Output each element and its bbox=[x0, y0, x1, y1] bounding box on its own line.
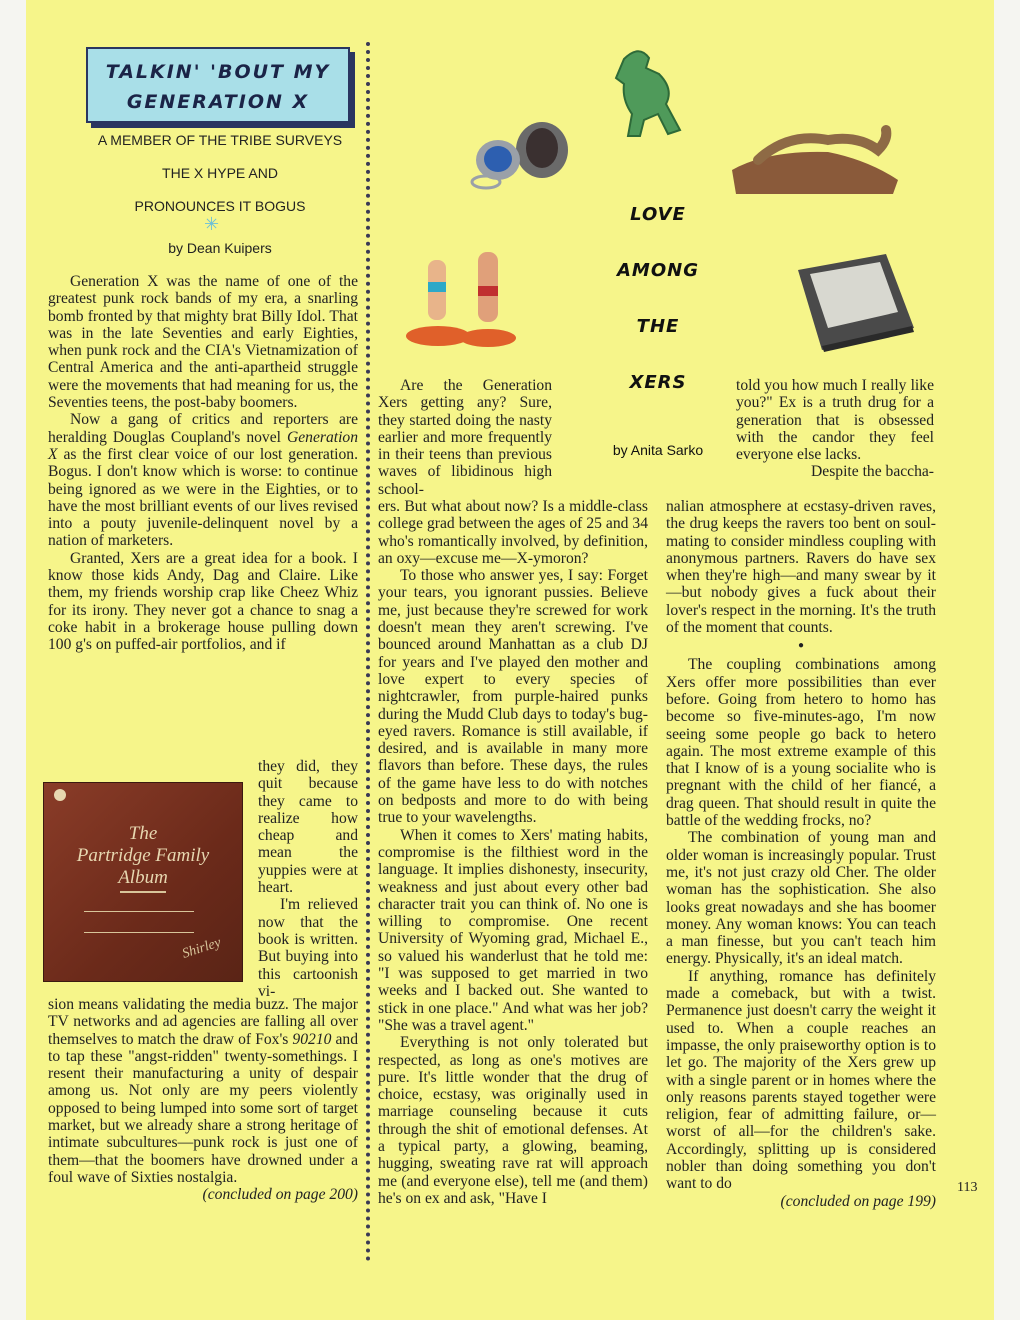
star-ornament-icon: ✳ bbox=[204, 214, 220, 234]
album-signature: Shirley bbox=[180, 935, 224, 962]
middle-paragraph-1b: ers. But what about now? Is a middle-class college grad between the ages of 25 and 34 who's romantically involved, by definition, an oxy—excuse me—X-ymoron? bbox=[378, 498, 648, 567]
right-paragraph-5: If anything, romance has definitely made a comeback, but with a twist. Permanence just doesn't carry the weight it used to. When a couple reaches an impasse, the only praiseworthy option is to let go. The majority of the Xers grew up with a single parent or in homes where the only reasons parents stayed together were religion, fear of admitting failure, or—worst of all—for the children's sake. Accordingly, splitting up is considered nobler than doing something you don't want to do bbox=[666, 967, 936, 1193]
record-label-icon bbox=[54, 789, 66, 801]
byline-left: by Dean Kuipers bbox=[168, 240, 272, 256]
byline-right: by Anita Sarko bbox=[612, 442, 704, 458]
right-title-word-3: THE bbox=[636, 316, 680, 337]
album-title: The Partridge Family Album bbox=[76, 823, 210, 888]
left-paragraph-4b: sion means validating the media buzz. The major TV networks and ad agencies are falling all over themselves to match the draw of Fox's 90210 and to tap these "angst-ridden" twenty-somethings. I resent their manufacturing a unity of despair among us. Not only are my peers violently opposed to being lumped into some sort of target market, but we already share a strong heritage of intimate subcultures—punk rock is just one of them—that the boomers have drowned under a foul wave of Sixties nostalgia. bbox=[48, 996, 358, 1186]
mood-rings-icon bbox=[462, 112, 582, 197]
middle-column-body bbox=[378, 498, 648, 1207]
toy-dinosaur-icon bbox=[594, 44, 694, 144]
right-paragraph-1a: told you how much I really like you?" Ex is a truth drug for a generation that is obsessed with the candor they feel everyone else lacks. bbox=[736, 377, 934, 464]
lizard-on-rock-icon bbox=[728, 110, 908, 195]
right-column-top bbox=[736, 377, 934, 481]
surfer-figurines-icon bbox=[400, 232, 520, 352]
deck-line-1: A MEMBER OF THE TRIBE SURVEYS bbox=[97, 132, 343, 148]
article-title-box bbox=[86, 47, 350, 123]
middle-column-top bbox=[378, 377, 552, 498]
section-bullet-icon: ● bbox=[797, 640, 805, 652]
left-paragraph-4a: I'm relieved now that the book is written. But buying into this cartoonish vi- bbox=[258, 896, 358, 1000]
middle-paragraph-2: To those who answer yes, I say: Forget your tears, you ignorant pussies. Believe me, just because they're screwed for work doesn't mean they aren't screwing. I've bounced around Manhattan as a club DJ for years and I've played den mother and love expert to every species of nightcrawler, from purple-haired punks during the Mudd Club days to today's bug-eyed ravers. Romance is still available, if desired, and is available in many more flavors than before. These days, the rules of the game have less to do with notches on bedposts and more to do with being true to your wavelengths. bbox=[378, 567, 648, 827]
middle-paragraph-3: When it comes to Xers' mating habits, compromise is the filthiest word in the language. It implies dishonesty, insecurity, weakness and just about every other bad character trait you can think of. No one is willing to compromise. One recent University of Wyoming grad, Michael E., so valued his wanderlust that he told me: "I was supposed to get married in two weeks and I backed out. She wanted to stick in one place." And what was her job? "She was a travel agent." bbox=[378, 826, 648, 1034]
partridge-family-album-image bbox=[43, 782, 243, 982]
left-paragraph-2: Now a gang of critics and reporters are heralding Douglas Coupland's novel Generation X as the first clear voice of our lost generation. Bogus. I don't know which is worse: to continue being ignored as we were in the Eighties, or to have the most brilliant events of our lives revised into a pouty juvenile-delinquent novel by a nation of marketers. bbox=[48, 411, 358, 550]
middle-paragraph-4: Everything is not only tolerated but respected, as long as one's motives are pure. It's little wonder that the drug of choice, ecstasy, was originally used in marriage counseling because it cuts through the shit of emotional defenses. At a typical party, a glowing, beaming, hugging, sweating rave rat will approach me (and everyone else), tell me (and them) he's on ex and ask, "Have I bbox=[378, 1034, 648, 1207]
right-paragraph-2a: Despite the baccha- bbox=[811, 463, 934, 481]
left-column-wrap bbox=[258, 758, 358, 1000]
left-continued-note: (concluded on page 200) bbox=[202, 1186, 358, 1204]
deck-line-3: PRONOUNCES IT BOGUS bbox=[134, 198, 306, 214]
middle-paragraph-1a: Are the Generation Xers getting any? Sure, they started doing the nasty earlier and more frequently in their teens than previous waves of libidinous high school- bbox=[378, 377, 552, 498]
right-paragraph-2b: nalian atmosphere at ecstasy-driven raves, the drug keeps the ravers too bent on soul-mating to consider mindless coupling with anonymous partners. Ravers do have sex when they're high—and many swear by it—but nobody gives a fuck about their lover's respect in the morning. It's the truth of the moment that counts. bbox=[666, 498, 936, 637]
right-title-word-2: AMONG bbox=[617, 260, 699, 281]
title-line-2: GENERATION X bbox=[126, 91, 310, 113]
right-title-word-1: LOVE bbox=[630, 204, 686, 225]
left-column-bottom bbox=[48, 996, 358, 1204]
right-continued-note: (concluded on page 199) bbox=[780, 1192, 936, 1210]
left-paragraph-3b: they did, they quit because they came to realize how cheap and mean the yuppies were at heart. bbox=[258, 758, 358, 897]
8-track-cartridge-icon bbox=[786, 250, 918, 355]
left-column-top bbox=[48, 273, 358, 654]
right-title-word-4: XERS bbox=[629, 372, 687, 393]
right-paragraph-4: The combination of young man and older woman is increasingly popular. Trust me, it's not just crazy old Cher. The older woman has the sophistication. She also looks great nowadays and she has boomer money. Any woman knows: You can teach a man finesse, but you can't teach him energy. Physically, it's an ideal match. bbox=[666, 829, 936, 968]
left-paragraph-3a: Granted, Xers are a great idea for a book. I know those kids Andy, Dag and Claire. Like them, my friends worship crap like Cheez Whiz for its irony. They never got a chance to snag a coke habit in a brokerage house pulling down 100 g's on puffed-air portfolios, and if bbox=[48, 549, 358, 654]
title-line-1: TALKIN' 'BOUT MY bbox=[105, 61, 331, 83]
left-paragraph-1: Generation X was the name of one of the greatest punk rock bands of my era, a snarling bomb fronted by that mighty brat Billy Idol. That was in the late Seventies and early Eighties, when punk rock and the CIA's Vietnamization of Central America and the anti-apartheid struggle were the movements that had meaning for us, the Seventies teens, the post-baby boomers. bbox=[48, 273, 358, 412]
music-staff-icon bbox=[84, 911, 194, 933]
column-divider bbox=[366, 42, 370, 1262]
deck-line-2: THE X HYPE AND bbox=[162, 165, 278, 181]
right-column-body bbox=[666, 498, 936, 1210]
page-number: 113 bbox=[957, 1180, 978, 1195]
right-paragraph-3: The coupling combinations among Xers offer more possibilities than ever before. Going from hetero to homo has become so five-minutes-ago, I'm now seeing some people go back to hetero again. The most extreme example of this that I know of is a young socialite who is pregnant with the child of her fiancé, a drag queen. That should result in quite the battle of the wedding frocks, no? bbox=[666, 656, 936, 830]
album-ornament-icon bbox=[120, 891, 166, 893]
